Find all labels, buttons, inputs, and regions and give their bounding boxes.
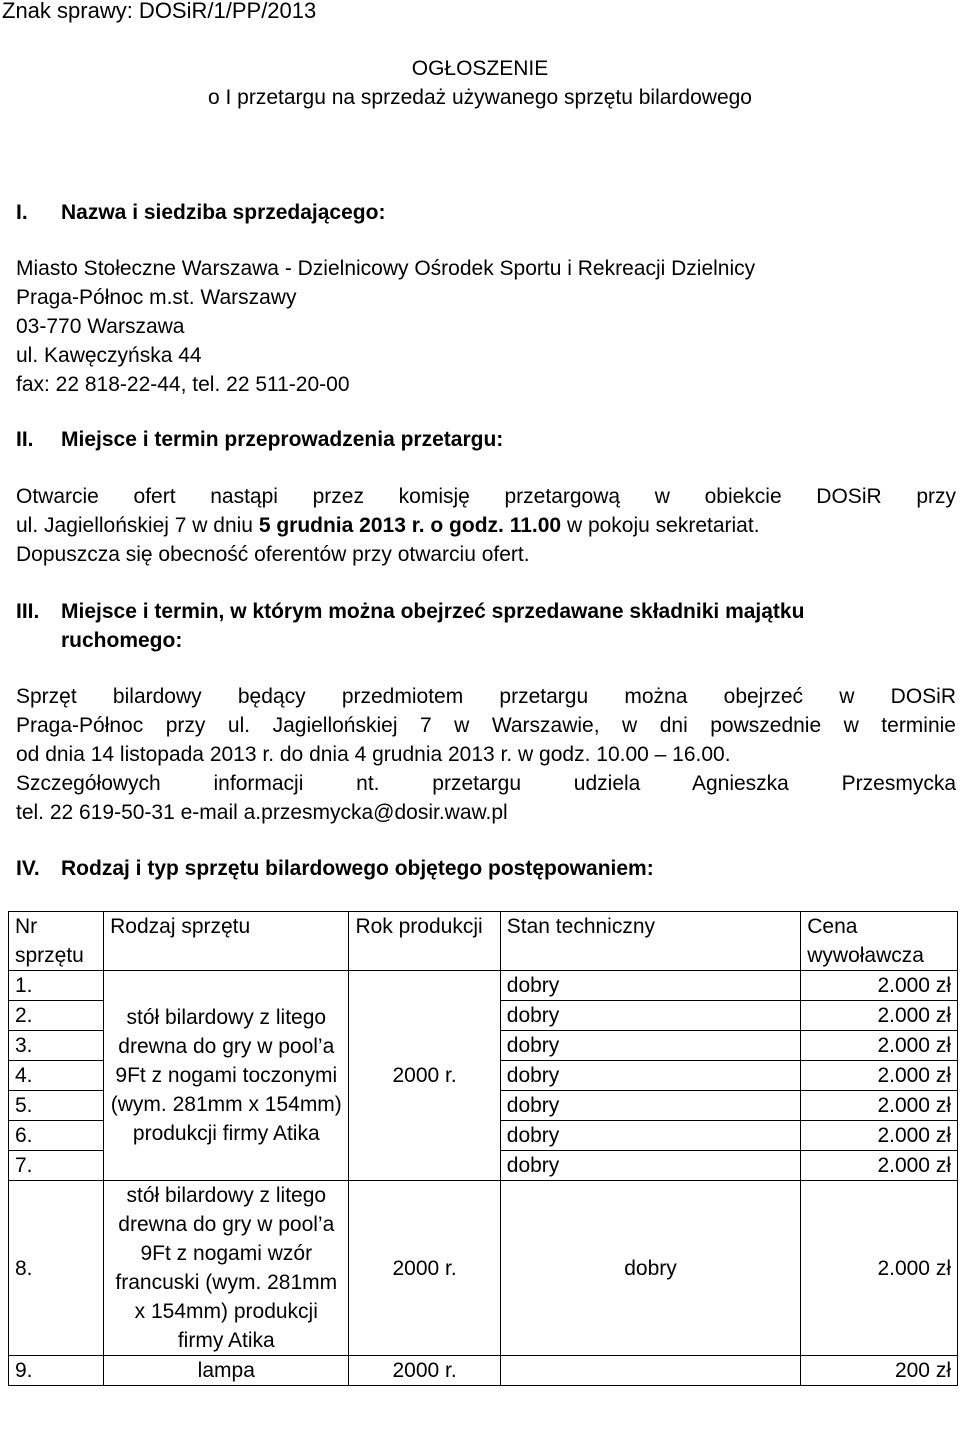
opening-date: 5 grudnia 2013 r. o godz. 11.00	[258, 514, 562, 537]
production-year-row-9: 2000 r.	[349, 1356, 500, 1386]
row-price: 2.000 zł	[801, 1001, 958, 1031]
row-state: dobry	[500, 1151, 800, 1181]
seller-postal: 03-770 Warszawa	[16, 315, 185, 338]
row-price: 2.000 zł	[801, 1151, 958, 1181]
section-3-number: III.	[16, 600, 40, 623]
row-nr: 8.	[9, 1181, 104, 1356]
equipment-type-row-9: lampa	[104, 1356, 349, 1386]
row-state: dobry	[500, 1061, 800, 1091]
table-row	[9, 1356, 958, 1386]
row-state: dobry	[500, 1181, 800, 1356]
row-price: 2.000 zł	[801, 1091, 958, 1121]
section-4-number: IV.	[16, 857, 40, 880]
row-price: 200 zł	[801, 1356, 958, 1386]
row-price: 2.000 zł	[801, 1031, 958, 1061]
row-nr: 2.	[9, 1001, 104, 1031]
row-price: 2.000 zł	[801, 1061, 958, 1091]
row-state: dobry	[500, 1001, 800, 1031]
section-4-heading: Rodzaj i typ sprzętu bilardowego objętego postępowaniem:	[61, 857, 654, 880]
inspection-contact: tel. 22 619-50-31 e-mail a.przesmycka@dosir.waw.pl	[16, 801, 508, 824]
row-nr: 9.	[9, 1356, 104, 1386]
section-2-heading: Miejsce i termin przeprowadzenia przetargu:	[61, 428, 504, 451]
row-nr: 6.	[9, 1121, 104, 1151]
row-nr: 1.	[9, 971, 104, 1001]
table-row	[9, 1181, 958, 1356]
opening-line-2-end: w pokoju sekretariat.	[561, 514, 760, 537]
row-nr: 3.	[9, 1031, 104, 1061]
opening-line-2-start: ul. Jagiellońskiej 7 w dniu	[16, 514, 259, 537]
inspection-line-1: Sprzęt bilardowy będący przedmiotem przetargu można obejrzeć w DOSiR	[16, 685, 956, 708]
section-2-number: II.	[16, 428, 34, 451]
header-price: Cena wywoławcza	[801, 912, 958, 971]
opening-line-2	[16, 511, 760, 540]
row-nr: 5.	[9, 1091, 104, 1121]
row-state: dobry	[500, 1031, 800, 1061]
production-year-row-8: 2000 r.	[349, 1181, 500, 1356]
row-nr: 4.	[9, 1061, 104, 1091]
row-state	[500, 1356, 800, 1386]
production-year-group-1: 2000 r.	[349, 971, 500, 1181]
section-1-number: I.	[16, 201, 28, 224]
case-reference: Znak sprawy: DOSiR/1/PP/2013	[2, 0, 317, 23]
seller-street: ul. Kawęczyńska 44	[16, 344, 202, 367]
equipment-table	[8, 911, 958, 1386]
section-3-heading-line-1: Miejsce i termin, w którym można obejrzeć sprzedawane składniki majątku	[61, 600, 805, 623]
section-1-heading: Nazwa i siedziba sprzedającego:	[61, 201, 386, 224]
table-row	[9, 971, 958, 1001]
row-price: 2.000 zł	[801, 1181, 958, 1356]
opening-line-3: Dopuszcza się obecność oferentów przy otwarciu ofert.	[16, 543, 530, 566]
seller-contact: fax: 22 818-22-44, tel. 22 511-20-00	[16, 373, 350, 396]
seller-name-line-2: Praga-Północ m.st. Warszawy	[16, 286, 297, 309]
inspection-line-4: Szczegółowych informacji nt. przetargu udziela Agnieszka Przesmycka	[16, 772, 956, 795]
document-title: OGŁOSZENIE	[411, 57, 549, 80]
inspection-line-2: Praga-Północ przy ul. Jagiellońskiej 7 w Warszawie, w dni powszednie w terminie	[16, 714, 956, 737]
header-state: Stan techniczny	[500, 912, 800, 971]
opening-line-1: Otwarcie ofert nastąpi przez komisję przetargową w obiekcie DOSiR przy	[16, 485, 956, 508]
equipment-type-row-8: stół bilardowy z litego drewna do gry w pool’a 9Ft z nogami wzór francuski (wym. 281mm x 154mm) produkcji firmy Atika	[104, 1181, 349, 1356]
row-nr: 7.	[9, 1151, 104, 1181]
row-state: dobry	[500, 1091, 800, 1121]
header-year: Rok produkcji	[349, 912, 500, 971]
header-type: Rodzaj sprzętu	[104, 912, 349, 971]
equipment-type-group-1: stół bilardowy z litego drewna do gry w pool’a 9Ft z nogami toczonymi (wym. 281mm x 154mm) produkcji firmy Atika	[104, 971, 349, 1181]
seller-name-line-1: Miasto Stołeczne Warszawa - Dzielnicowy Ośrodek Sportu i Rekreacji Dzielnicy	[16, 257, 756, 280]
row-price: 2.000 zł	[801, 1121, 958, 1151]
row-state: dobry	[500, 971, 800, 1001]
inspection-line-3: od dnia 14 listopada 2013 r. do dnia 4 grudnia 2013 r. w godz. 10.00 – 16.00.	[16, 743, 731, 766]
document-subtitle: o I przetargu na sprzedaż używanego sprzętu bilardowego	[208, 86, 752, 109]
table-header-row	[9, 912, 958, 971]
section-3-heading-line-2: ruchomego:	[61, 629, 183, 652]
header-nr: Nr sprzętu	[9, 912, 104, 971]
row-price: 2.000 zł	[801, 971, 958, 1001]
row-state: dobry	[500, 1121, 800, 1151]
